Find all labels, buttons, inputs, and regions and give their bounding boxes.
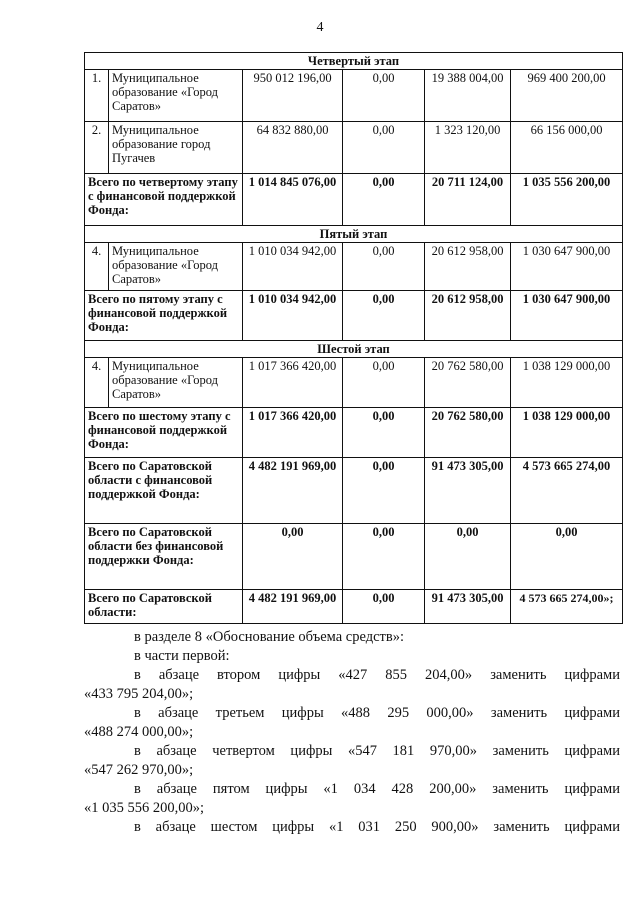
total-label: Всего по шестому этапу с финансовой поддержкой Фонда: xyxy=(85,408,243,458)
cell-value: 0,00 xyxy=(343,174,425,226)
cell-value: 4 573 665 274,00»; xyxy=(511,590,623,624)
row-number: 4. xyxy=(85,243,109,291)
stage-header xyxy=(85,341,623,358)
row-number: 2. xyxy=(85,122,109,174)
cell-value: 91 473 305,00 xyxy=(425,590,511,624)
total-label: Всего по четвертому этапу с финансовой поддержкой Фонда: xyxy=(85,174,243,226)
cell-value: 0,00 xyxy=(343,524,425,590)
municipality-name: Муниципальное образование город Пугачев xyxy=(109,122,243,174)
cell-value: 1 030 647 900,00 xyxy=(511,243,623,291)
total-label: Всего по Саратовской области с финансовой поддержкой Фонда: xyxy=(85,458,243,524)
total-label: Всего по Саратовской области без финансовой поддержки Фонда: xyxy=(85,524,243,590)
cell-value: 20 612 958,00 xyxy=(425,291,511,341)
cell-value: 0,00 xyxy=(343,408,425,458)
cell-value: 19 388 004,00 xyxy=(425,70,511,122)
cell-value: 1 014 845 076,00 xyxy=(243,174,343,226)
stage-title: Шестой этап xyxy=(85,341,623,358)
cell-value: 1 323 120,00 xyxy=(425,122,511,174)
cell-value: 1 038 129 000,00 xyxy=(511,358,623,408)
total-label: Всего по Саратовской области: xyxy=(85,590,243,624)
paragraph: «433 795 204,00»; xyxy=(84,686,194,702)
paragraph: «1 035 556 200,00»; xyxy=(84,800,205,816)
cell-value: 0,00 xyxy=(343,358,425,408)
stage-header xyxy=(85,53,623,70)
cell-value: 0,00 xyxy=(425,524,511,590)
paragraph: в абзаце шестом цифры «1 031 250 900,00» заменить цифрами xyxy=(134,819,620,835)
table-row xyxy=(85,243,623,291)
cell-value: 969 400 200,00 xyxy=(511,70,623,122)
cell-value: 0,00 xyxy=(343,590,425,624)
cell-value: 0,00 xyxy=(511,524,623,590)
table-row xyxy=(85,70,623,122)
cell-value: 4 482 191 969,00 xyxy=(243,458,343,524)
stage-total-row xyxy=(85,174,623,226)
cell-value: 950 012 196,00 xyxy=(243,70,343,122)
cell-value: 4 573 665 274,00 xyxy=(511,458,623,524)
cell-value: 1 017 366 420,00 xyxy=(243,408,343,458)
cell-value: 0,00 xyxy=(343,243,425,291)
total-label: Всего по пятому этапу с финансовой поддержкой Фонда: xyxy=(85,291,243,341)
cell-value: 20 762 580,00 xyxy=(425,358,511,408)
cell-value: 1 017 366 420,00 xyxy=(243,358,343,408)
municipality-name: Муниципальное образование «Город Саратов» xyxy=(109,358,243,408)
paragraph: в абзаце пятом цифры «1 034 428 200,00» заменить цифрами xyxy=(134,781,620,797)
cell-value: 0,00 xyxy=(343,291,425,341)
stage-total-row xyxy=(85,408,623,458)
cell-value: 64 832 880,00 xyxy=(243,122,343,174)
cell-value: 1 010 034 942,00 xyxy=(243,291,343,341)
region-total-row xyxy=(85,590,623,624)
region-total-row xyxy=(85,458,623,524)
amendment-text xyxy=(84,628,620,837)
cell-value: 0,00 xyxy=(343,70,425,122)
row-number: 1. xyxy=(85,70,109,122)
paragraph: в абзаце втором цифры «427 855 204,00» заменить цифрами xyxy=(134,667,620,683)
cell-value: 91 473 305,00 xyxy=(425,458,511,524)
paragraph: в абзаце третьем цифры «488 295 000,00» заменить цифрами xyxy=(134,705,620,721)
paragraph: в разделе 8 «Обоснование объема средств»: xyxy=(134,629,404,645)
cell-value: 0,00 xyxy=(343,122,425,174)
table-row xyxy=(85,358,623,408)
stage-title: Пятый этап xyxy=(85,226,623,243)
cell-value: 4 482 191 969,00 xyxy=(243,590,343,624)
table-row xyxy=(85,122,623,174)
cell-value: 1 030 647 900,00 xyxy=(511,291,623,341)
stage-title: Четвертый этап xyxy=(85,53,623,70)
budget-table xyxy=(84,52,623,624)
paragraph: «488 274 000,00»; xyxy=(84,724,194,740)
paragraph: «547 262 970,00»; xyxy=(84,762,194,778)
cell-value: 0,00 xyxy=(243,524,343,590)
cell-value: 1 010 034 942,00 xyxy=(243,243,343,291)
row-number: 4. xyxy=(85,358,109,408)
cell-value: 1 038 129 000,00 xyxy=(511,408,623,458)
municipality-name: Муниципальное образование «Город Саратов» xyxy=(109,70,243,122)
cell-value: 20 612 958,00 xyxy=(425,243,511,291)
cell-value: 20 762 580,00 xyxy=(425,408,511,458)
paragraph: в абзаце четвертом цифры «547 181 970,00» заменить цифрами xyxy=(134,743,620,759)
cell-value: 0,00 xyxy=(343,458,425,524)
paragraph: в части первой: xyxy=(134,648,230,664)
page-number: 4 xyxy=(316,20,324,35)
stage-header xyxy=(85,226,623,243)
municipality-name: Муниципальное образование «Город Саратов» xyxy=(109,243,243,291)
cell-value: 20 711 124,00 xyxy=(425,174,511,226)
cell-value: 66 156 000,00 xyxy=(511,122,623,174)
cell-value: 1 035 556 200,00 xyxy=(511,174,623,226)
region-total-row xyxy=(85,524,623,590)
stage-total-row xyxy=(85,291,623,341)
